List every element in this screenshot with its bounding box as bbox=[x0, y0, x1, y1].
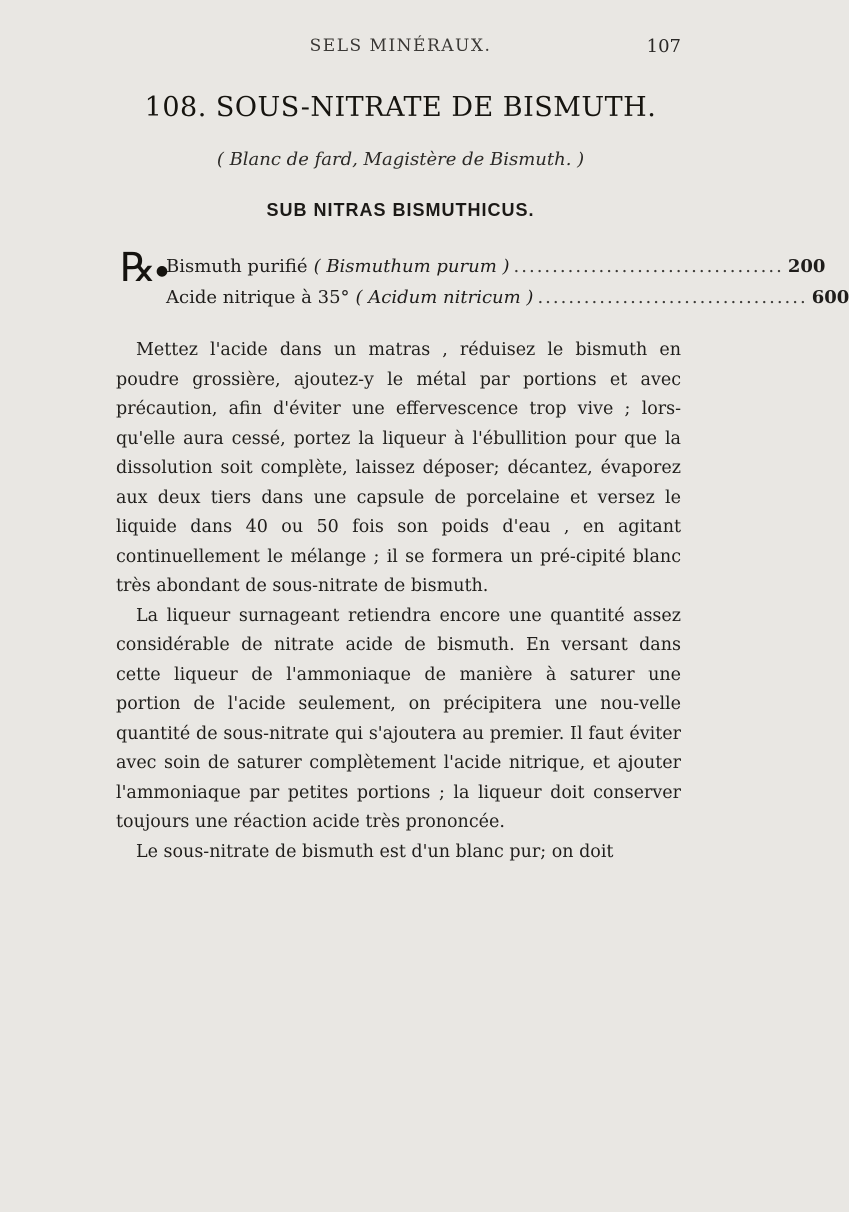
recipe-glyph: ℞ bbox=[120, 245, 156, 291]
ingredient-row bbox=[166, 256, 826, 282]
article-synonyms: ( Blanc de fard, Magistère de Bismuth. ) bbox=[216, 149, 585, 170]
ingredient-latin: ( Bismuthum purum ) bbox=[313, 256, 510, 277]
latin-name: SUB NITRAS BISMUTHICUS. bbox=[266, 200, 535, 220]
running-head bbox=[0, 36, 801, 60]
running-title: SELS MINÉRAUX. bbox=[309, 36, 492, 56]
ingredient-quantity: 200 bbox=[787, 256, 826, 277]
paragraph: Le sous-nitrate de bismuth est d'un blanc pur; on doit bbox=[136, 841, 614, 862]
ingredient-latin: ( Acidum nitricum ) bbox=[355, 287, 534, 308]
leader-dots: ................................... bbox=[537, 287, 808, 308]
paragraph: La liqueur surnageant retiendra encore une quantité assez considérable de nitrate acide de bismuth. En versant dans cette liqueur de l'ammoniaque de manière à saturer une portion de l'acide seulement, on précipitera une nou-velle quantité de sous-nitrate qui s'ajoutera au premier. Il faut éviter avec soin de saturer complètement l'acide nitrique, et ajouter l'ammoniaque par petites portions ; la liqueur doit conserver toujours une réaction acide très prononcée. bbox=[116, 605, 681, 832]
ingredient-row bbox=[166, 287, 849, 313]
recipe-symbol: ℞● bbox=[120, 245, 169, 291]
page-number: 107 bbox=[646, 36, 681, 57]
body-text bbox=[116, 336, 681, 867]
ingredient-name: Acide nitrique à 35° bbox=[166, 287, 350, 308]
ingredient-name: Bismuth purifié bbox=[166, 256, 308, 277]
leader-dots: ................................... bbox=[513, 256, 784, 277]
article-heading: 108. SOUS-NITRATE DE BISMUTH. bbox=[144, 92, 657, 123]
ingredient-quantity: 600 bbox=[811, 287, 849, 308]
paragraph: Mettez l'acide dans un matras , réduisez le bismuth en poudre grossière, ajoutez-y le métal par portions et avec précaution, afin d'éviter une effervescence trop vive ; lors-qu'elle aura cessé, portez la liqueur à l'ébullition pour que la dissolution soit complète, laissez déposer; décantez, évaporez aux deux tiers dans une capsule de porcelaine et versez le liquide dans 40 ou 50 fois son poids d'eau , en agitant continuellement le mélange ; il se formera un pré-cipité blanc très abondant de sous-nitrate de bismuth. bbox=[116, 340, 681, 596]
